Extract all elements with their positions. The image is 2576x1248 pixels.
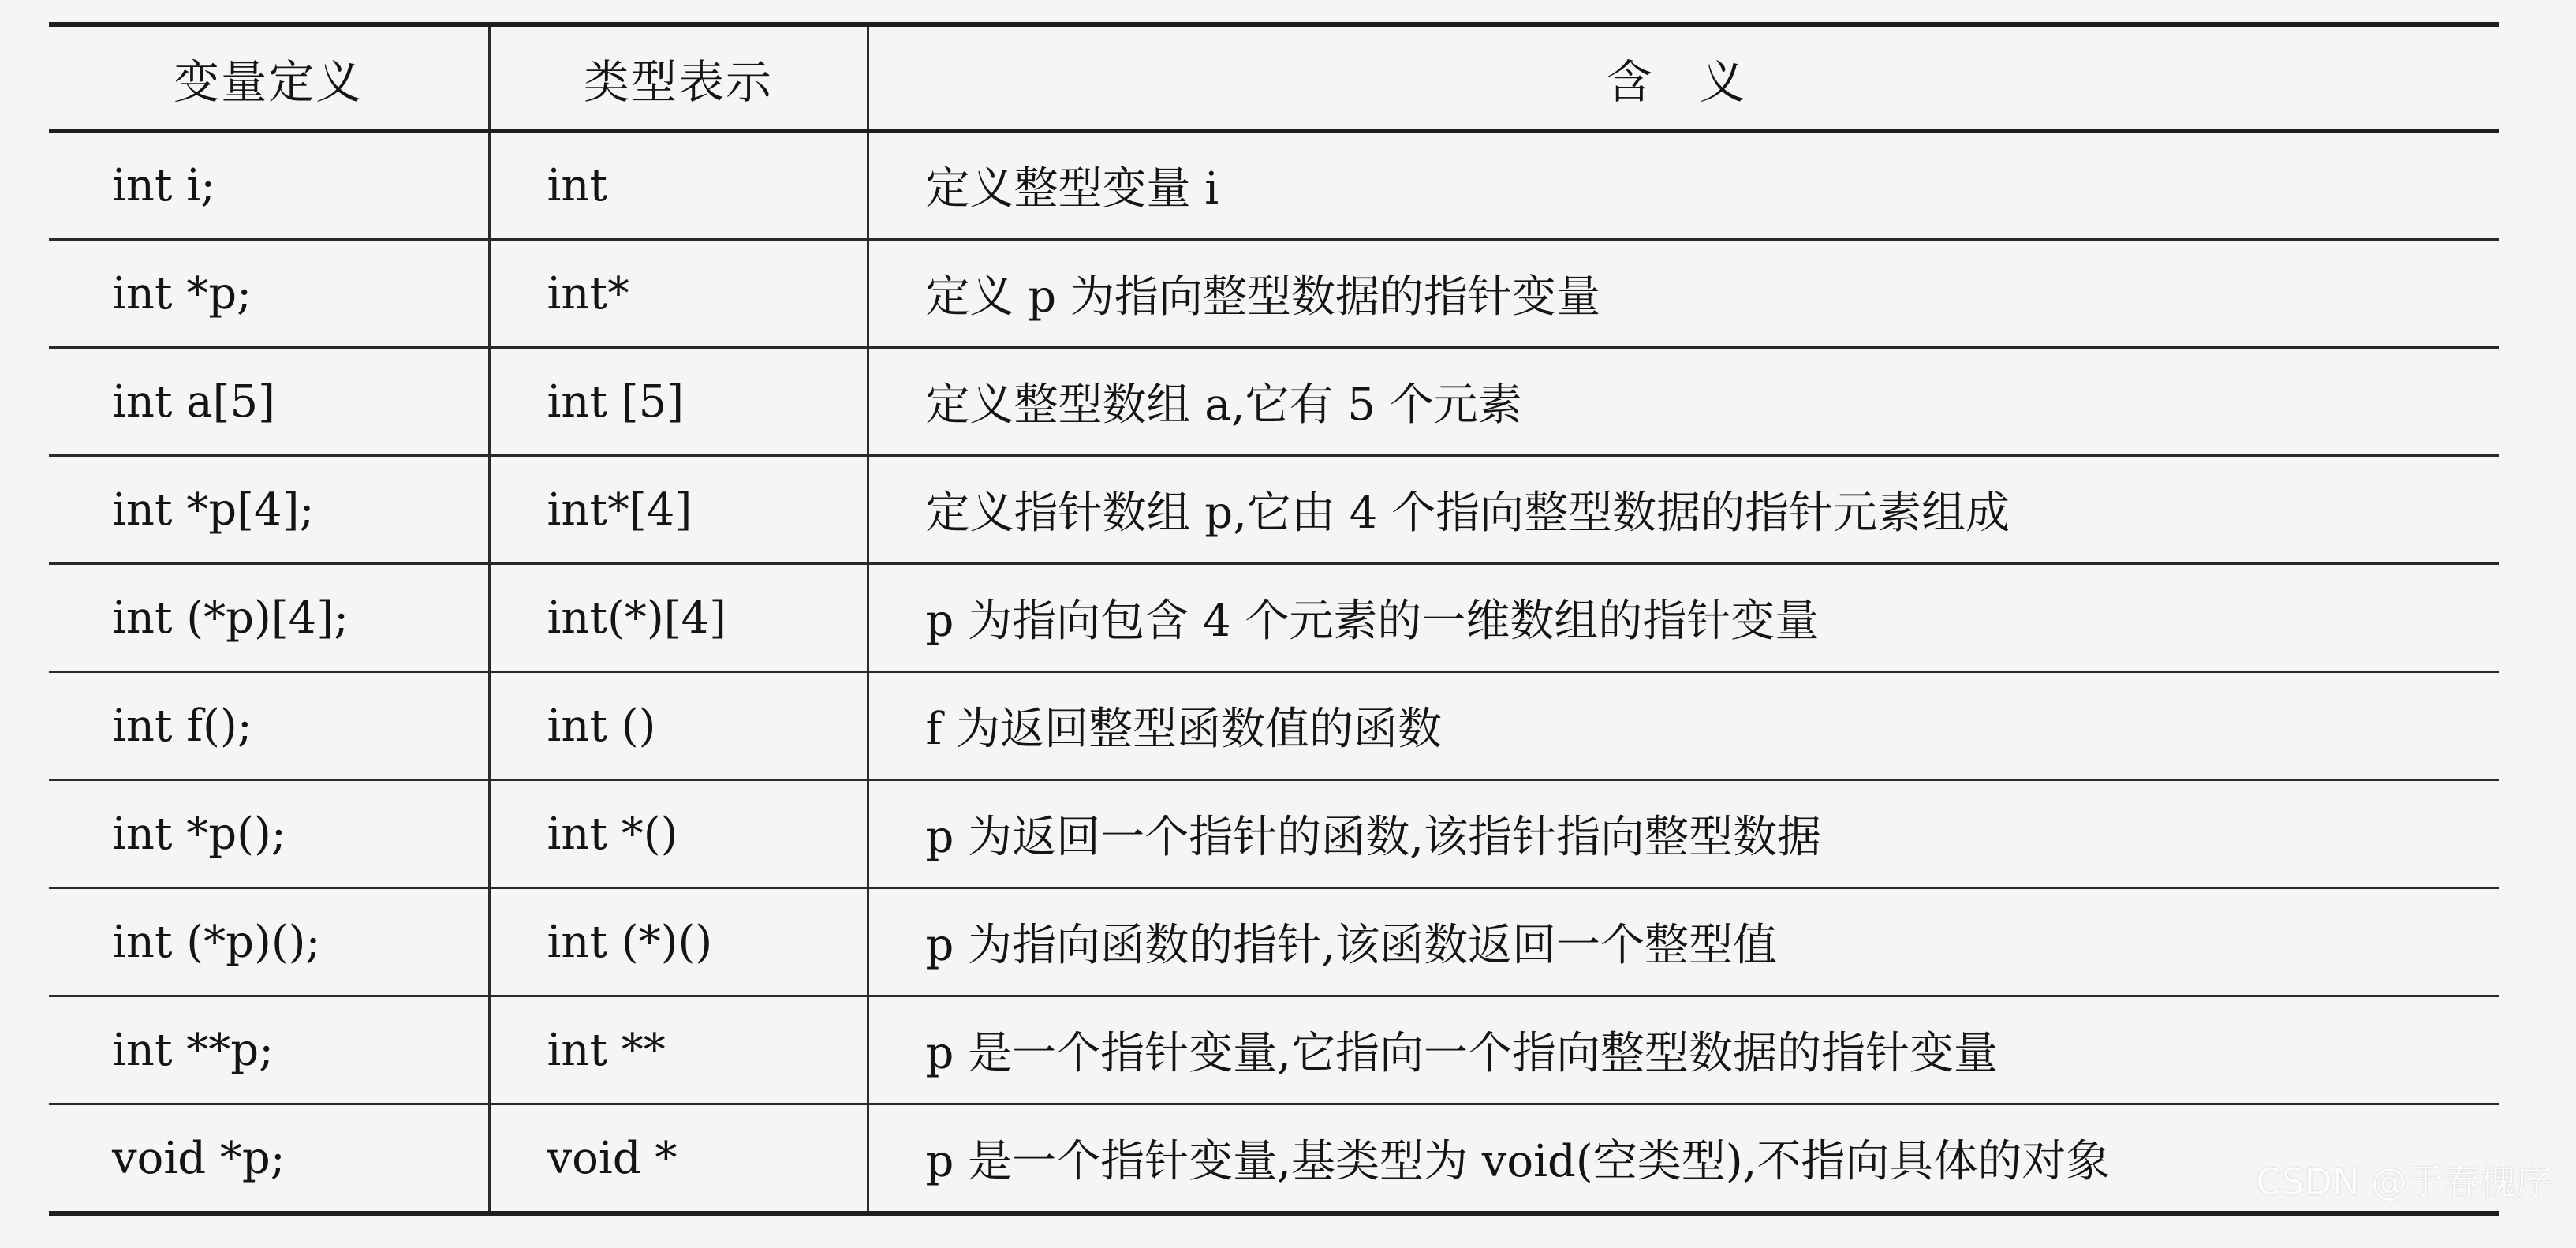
type-cell: int (*)() [489, 888, 868, 996]
definition-cell: int **p; [49, 996, 489, 1104]
type-cell: void * [489, 1104, 868, 1214]
meaning-cell: p 为指向包含 4 个元素的一维数组的指针变量 [868, 564, 2499, 672]
table-row [49, 348, 2499, 456]
table-row [49, 888, 2499, 996]
type-cell: int [5] [489, 348, 868, 456]
definition-cell: int (*p)[4]; [49, 564, 489, 672]
definition-cell: int (*p)(); [49, 888, 489, 996]
csdn-watermark: CSDN @于春槐序 [2256, 1160, 2552, 1203]
header-meaning: 含义 [868, 24, 2499, 131]
header-definition: 变量定义 [49, 24, 489, 131]
type-cell: int ** [489, 996, 868, 1104]
definition-cell: int *p[4]; [49, 456, 489, 564]
type-cell: int [489, 131, 868, 240]
table-row [49, 456, 2499, 564]
type-cell: int () [489, 672, 868, 780]
meaning-cell: 定义整型变量 i [868, 131, 2499, 240]
meaning-cell: p 是一个指针变量,基类型为 void(空类型),不指向具体的对象 [868, 1104, 2499, 1214]
type-cell: int *() [489, 780, 868, 888]
table-row [49, 131, 2499, 240]
definition-cell: void *p; [49, 1104, 489, 1214]
meaning-cell: f 为返回整型函数值的函数 [868, 672, 2499, 780]
header-type: 类型表示 [489, 24, 868, 131]
meaning-cell: p 是一个指针变量,它指向一个指向整型数据的指针变量 [868, 996, 2499, 1104]
type-cell: int*[4] [489, 456, 868, 564]
meaning-cell: p 为返回一个指针的函数,该指针指向整型数据 [868, 780, 2499, 888]
pointer-types-table [49, 22, 2499, 1216]
table-row [49, 780, 2499, 888]
meaning-cell: 定义整型数组 a,它有 5 个元素 [868, 348, 2499, 456]
type-cell: int* [489, 240, 868, 348]
type-cell: int(*)[4] [489, 564, 868, 672]
table-header-row [49, 24, 2499, 131]
definition-cell: int i; [49, 131, 489, 240]
table-row [49, 996, 2499, 1104]
table-row [49, 672, 2499, 780]
definition-cell: int *p; [49, 240, 489, 348]
table-row [49, 240, 2499, 348]
definition-cell: int f(); [49, 672, 489, 780]
definition-cell: int a[5] [49, 348, 489, 456]
meaning-cell: p 为指向函数的指针,该函数返回一个整型值 [868, 888, 2499, 996]
meaning-cell: 定义指针数组 p,它由 4 个指向整型数据的指针元素组成 [868, 456, 2499, 564]
meaning-cell: 定义 p 为指向整型数据的指针变量 [868, 240, 2499, 348]
table-row [49, 564, 2499, 672]
definition-cell: int *p(); [49, 780, 489, 888]
table-row [49, 1104, 2499, 1214]
